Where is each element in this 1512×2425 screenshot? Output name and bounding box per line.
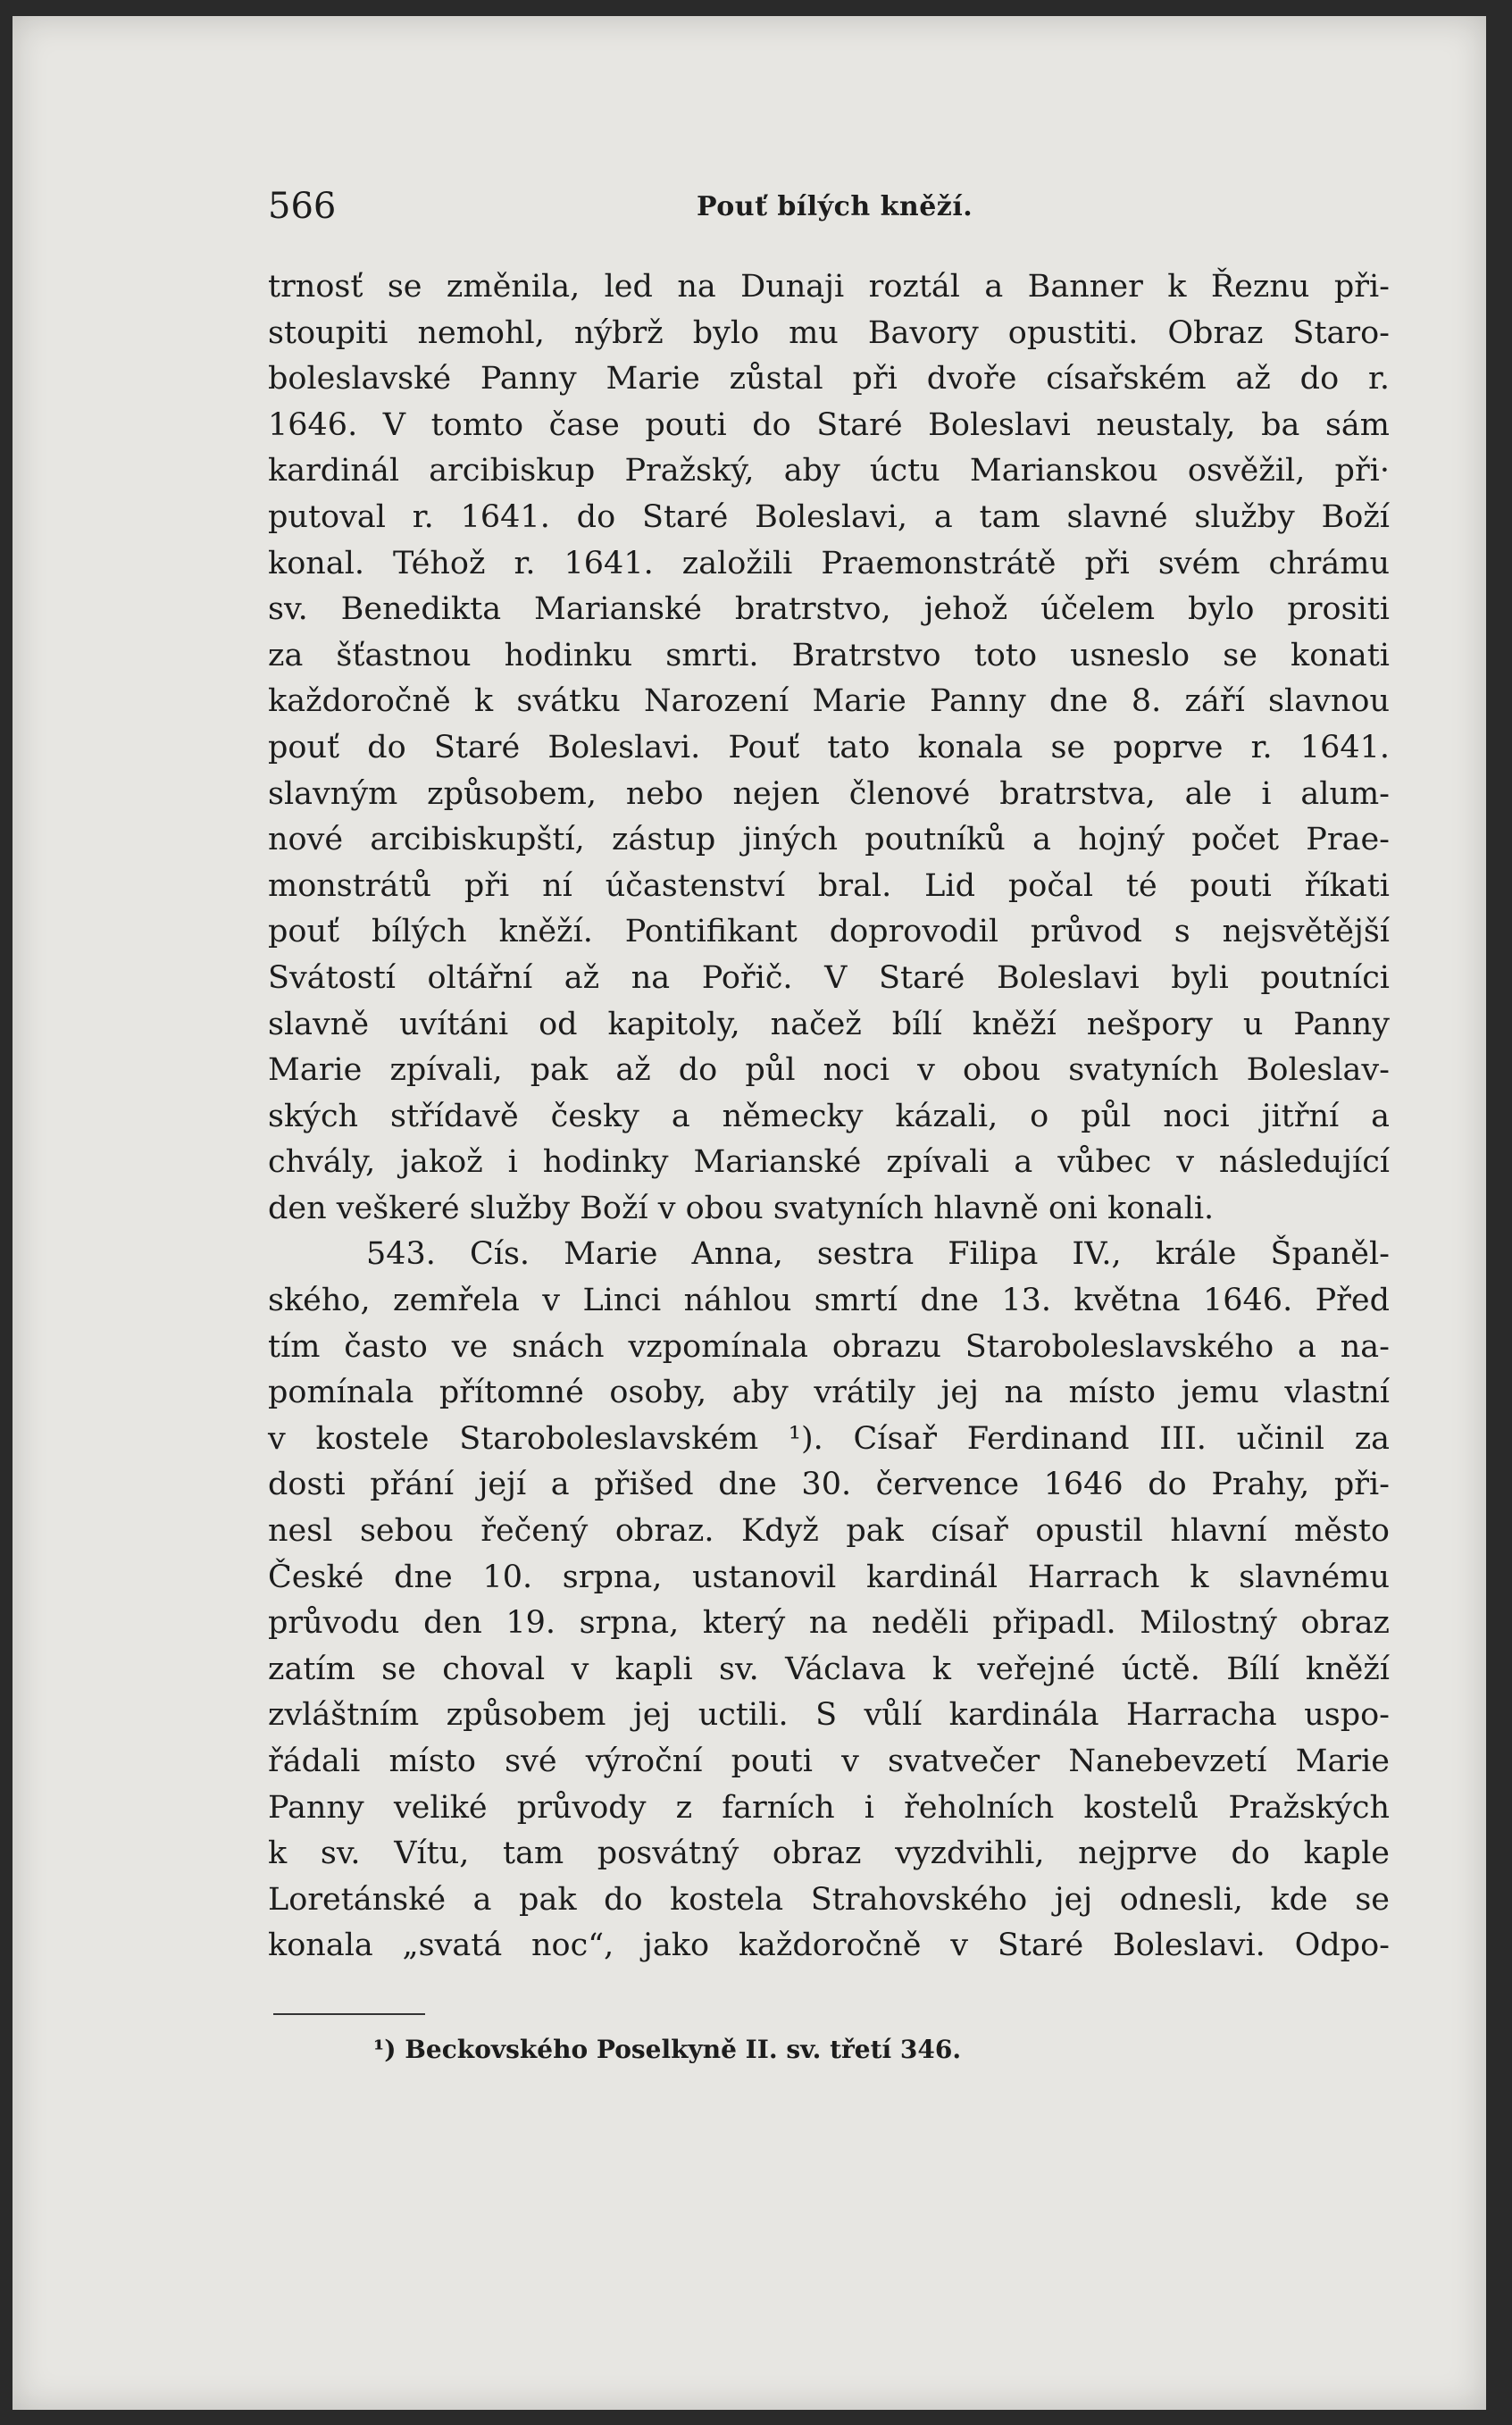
text-line: Panny veliké průvody z farních i řeholních kostelů Pražských — [268, 1789, 1390, 1826]
text-line: boleslavské Panny Marie zůstal při dvoře císařském až do r. — [268, 361, 1390, 397]
text-line: zvláštním způsobem jej uctili. S vůlí kardinála Harracha uspo- — [268, 1697, 1390, 1734]
paragraph-start: 543. Cís. Marie Anna, sestra Filipa IV., krále Španěl- — [366, 1236, 1390, 1273]
text-line: sv. Benedikta Marianské bratrstvo, jehož účelem bylo prositi — [268, 591, 1390, 628]
text-line: Loretánské a pak do kostela Strahovského jej odnesli, kde se — [268, 1881, 1390, 1918]
text-line: nesl sebou řečený obraz. Když pak císař opustil hlavní město — [268, 1513, 1390, 1550]
text-line: pomínala přítomné osoby, aby vrátily jej na místo jemu vlastní — [268, 1375, 1390, 1411]
text-line: pouť do Staré Boleslavi. Pouť tato konala se poprve r. 1641. — [268, 729, 1390, 765]
text-line: v kostele Staroboleslavském ¹). Císař Ferdinand III. učinil za — [268, 1420, 1390, 1457]
text-line: tím často ve snách vzpomínala obrazu Staroboleslavského a na- — [268, 1328, 1390, 1365]
footnote: ¹) Beckovského Poselkyně II. sv. třetí 346. — [373, 2035, 962, 2064]
text-line: ského, zemřela v Linci náhlou smrtí dne 13. května 1646. Před — [268, 1283, 1390, 1319]
text-line: Svátostí oltářní až na Pořič. V Staré Boleslavi byli poutníci — [268, 959, 1390, 996]
text-line: pouť bílých kněží. Pontifikant doprovodil průvod s nejsvětější — [268, 914, 1390, 950]
page-header — [268, 186, 1384, 239]
text-line: konala „svatá noc“, jako každoročně v Staré Boleslavi. Odpo- — [268, 1927, 1390, 1964]
text-line: den veškeré služby Boží v obou svatyních hlavně oni konali. — [268, 1190, 1215, 1226]
text-line: putoval r. 1641. do Staré Boleslavi, a tam slavné služby Boží — [268, 498, 1390, 535]
page-number: 566 — [268, 186, 337, 227]
footnote-divider — [273, 2013, 425, 2015]
running-title: Pouť bílých kněží. — [697, 191, 973, 222]
text-line: k sv. Vítu, tam posvátný obraz vyzdvihli, nejprve do kaple — [268, 1835, 1390, 1872]
text-line: konal. Téhož r. 1641. založili Praemonstrátě při svém chrámu — [268, 545, 1390, 581]
text-line: kardinál arcibiskup Pražský, aby úctu Marianskou osvěžil, při· — [268, 453, 1390, 489]
text-line: slavně uvítáni od kapitoly, načež bílí kněží nešpory u Panny — [268, 1006, 1390, 1042]
text-line: stoupiti nemohl, nýbrž bylo mu Bavory opustiti. Obraz Staro- — [268, 314, 1390, 351]
text-line: řádali místo své výroční pouti v svatvečer Nanebevzetí Marie — [268, 1743, 1390, 1779]
text-line: monstrátů při ní účastenství bral. Lid počal té pouti říkati — [268, 867, 1390, 904]
text-line: za šťastnou hodinku smrti. Bratrstvo toto usneslo se konati — [268, 637, 1390, 673]
text-line: ských střídavě česky a německy kázali, o půl noci jitřní a — [268, 1098, 1390, 1134]
text-line: České dne 10. srpna, ustanovil kardinál Harrach k slavnému — [268, 1559, 1390, 1595]
body-text — [268, 264, 1390, 1969]
text-line: dosti přání její a přišed dne 30. července 1646 do Prahy, při- — [268, 1467, 1390, 1503]
text-line: každoročně k svátku Narození Marie Panny dne 8. září slavnou — [268, 683, 1390, 720]
text-line: zatím se choval v kapli sv. Václava k veřejné úctě. Bílí kněží — [268, 1651, 1390, 1687]
text-line: Marie zpívali, pak až do půl noci v obou svatyních Boleslav- — [268, 1052, 1390, 1089]
text-line: slavným způsobem, nebo nejen členové bratrstva, ale i alum- — [268, 775, 1390, 812]
text-line: nové arcibiskupští, zástup jiných poutníků a hojný počet Prae- — [268, 822, 1390, 858]
text-line: průvodu den 19. srpna, který na neděli připadl. Milostný obraz — [268, 1605, 1390, 1642]
text-line: 1646. V tomto čase pouti do Staré Boleslavi neustaly, ba sám — [268, 406, 1390, 443]
text-line: trnosť se změnila, led na Dunaji roztál a Banner k Řeznu při- — [268, 269, 1390, 305]
text-line: chvály, jakož i hodinky Marianské zpívali a vůbec v následující — [268, 1144, 1390, 1181]
